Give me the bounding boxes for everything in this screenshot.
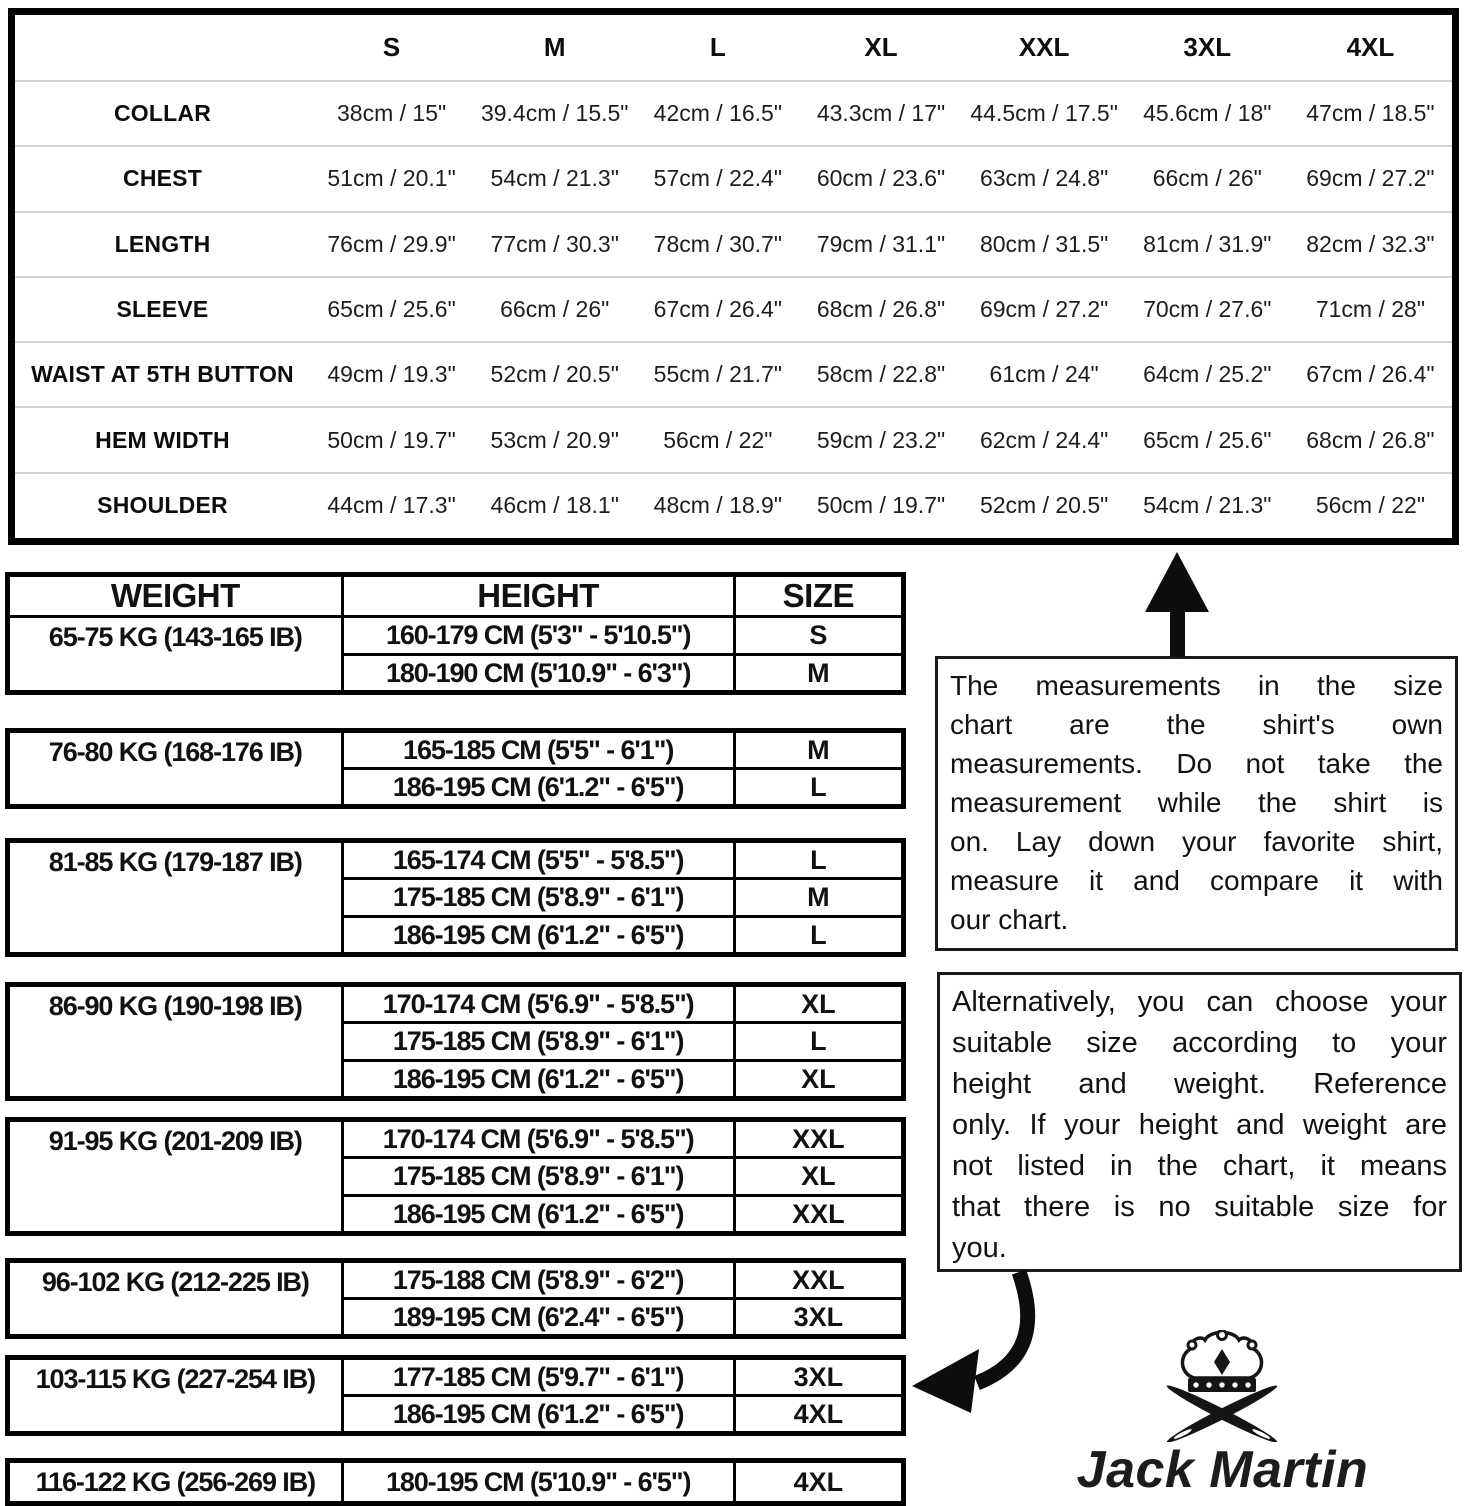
height-cell: 175-185 CM (5'8.9" - 6'1") — [342, 1023, 734, 1061]
weight-cell: 86-90 KG (190-198 IB) — [8, 985, 343, 1099]
size-cell: M — [734, 879, 903, 917]
note-line: measure it and compare it with — [950, 865, 1443, 896]
measurement-value: 57cm / 22.4" — [636, 146, 799, 211]
note-line: not listed in the chart, it means — [952, 1150, 1447, 1182]
brand-logo — [1040, 1330, 1405, 1500]
fit-table-group-3 — [5, 838, 906, 957]
fit-table-group-7 — [5, 1355, 906, 1436]
measurement-value: 66cm / 26" — [473, 277, 636, 342]
size-chart-header-row — [15, 15, 1452, 81]
size-cell: XXL — [734, 1120, 903, 1158]
weight-cell: 116-122 KG (256-269 IB) — [8, 1461, 343, 1504]
measurement-value: 46cm / 18.1" — [473, 473, 636, 538]
measurement-value: 59cm / 23.2" — [799, 407, 962, 472]
fit-row — [8, 731, 904, 769]
size-column-header: S — [382, 32, 401, 62]
height-cell: 177-185 CM (5'9.7" - 6'1") — [342, 1358, 734, 1396]
size-cell: XL — [734, 985, 903, 1023]
measurement-value: 42cm / 16.5" — [636, 81, 799, 146]
size-chart-row — [15, 342, 1452, 407]
measurement-value: 63cm / 24.8" — [963, 146, 1126, 211]
weight-cell: 103-115 KG (227-254 IB) — [8, 1358, 343, 1434]
fit-table-group-6 — [5, 1258, 906, 1339]
fit-table-group-5 — [5, 1117, 906, 1236]
measurement-value: 50cm / 19.7" — [799, 473, 962, 538]
size-chart-row — [15, 81, 1452, 146]
fit-table-group-1 — [5, 572, 906, 695]
measurement-value: 55cm / 21.7" — [636, 342, 799, 407]
note-line: height and weight. Reference — [952, 1068, 1447, 1100]
note-line: chart are the shirt's own — [950, 709, 1443, 740]
measurement-value: 71cm / 28" — [1289, 277, 1452, 342]
fit-table-group-4 — [5, 982, 906, 1101]
note-line: measurements. Do not take the — [950, 748, 1443, 779]
weight-cell: 76-80 KG (168-176 IB) — [8, 731, 343, 807]
measurement-value: 52cm / 20.5" — [473, 342, 636, 407]
measurement-value: 65cm / 25.6" — [310, 277, 473, 342]
fit-row — [8, 1461, 904, 1504]
measurement-value: 45.6cm / 18" — [1126, 81, 1289, 146]
note-line: only. If your height and weight are — [952, 1109, 1447, 1141]
measurement-label: HEM WIDTH — [15, 407, 310, 472]
fit-row — [8, 1261, 904, 1299]
height-cell: 186-195 CM (6'1.2" - 6'5") — [342, 917, 734, 955]
weight-cell: 65-75 KG (143-165 IB) — [8, 617, 343, 693]
measurement-value: 76cm / 29.9" — [310, 212, 473, 277]
height-cell: 186-195 CM (6'1.2" - 6'5") — [342, 1061, 734, 1099]
measurement-value: 67cm / 26.4" — [636, 277, 799, 342]
height-cell: 189-195 CM (6'2.4" - 6'5") — [342, 1299, 734, 1337]
curved-arrow-icon — [912, 1272, 1028, 1413]
size-cell: 3XL — [734, 1358, 903, 1396]
fit-guide-header-weight: WEIGHT — [8, 575, 343, 617]
note-line: The measurements in the size — [950, 670, 1443, 701]
size-column-header: 4XL — [1346, 32, 1395, 62]
height-cell: 170-174 CM (5'6.9" - 5'8.5") — [342, 985, 734, 1023]
measurement-value: 61cm / 24" — [963, 342, 1126, 407]
measurement-value: 60cm / 23.6" — [799, 146, 962, 211]
measurement-value: 53cm / 20.9" — [473, 407, 636, 472]
size-chart-body — [15, 81, 1452, 538]
size-chart-row — [15, 146, 1452, 211]
measurement-value: 65cm / 25.6" — [1126, 407, 1289, 472]
measurement-label: LENGTH — [15, 212, 310, 277]
measurement-value: 49cm / 19.3" — [310, 342, 473, 407]
height-cell: 180-195 CM (5'10.9" - 6'5") — [342, 1461, 734, 1504]
measurement-value: 48cm / 18.9" — [636, 473, 799, 538]
size-chart — [8, 8, 1459, 545]
size-chart-row — [15, 407, 1452, 472]
size-cell: XL — [734, 1061, 903, 1099]
fit-table-group-2 — [5, 728, 906, 809]
size-column-header: M — [543, 32, 566, 62]
size-chart-row — [15, 212, 1452, 277]
measurement-value: 64cm / 25.2" — [1126, 342, 1289, 407]
measurement-value: 67cm / 26.4" — [1289, 342, 1452, 407]
measurement-value: 50cm / 19.7" — [310, 407, 473, 472]
measurement-value: 78cm / 30.7" — [636, 212, 799, 277]
measurement-value: 54cm / 21.3" — [473, 146, 636, 211]
size-column-header: XL — [864, 32, 898, 62]
measurement-value: 66cm / 26" — [1126, 146, 1289, 211]
measurement-value: 58cm / 22.8" — [799, 342, 962, 407]
size-chart-corner — [15, 15, 310, 81]
size-cell: S — [734, 617, 903, 655]
height-cell: 186-195 CM (6'1.2" - 6'5") — [342, 769, 734, 807]
size-chart-table — [15, 15, 1452, 538]
size-cell: M — [734, 655, 903, 693]
brand-name: Jack Martin — [1076, 1441, 1369, 1499]
note-line: on. Lay down your favorite shirt, — [950, 826, 1443, 857]
height-cell: 180-190 CM (5'10.9" - 6'3") — [342, 655, 734, 693]
measurement-value: 62cm / 24.4" — [963, 407, 1126, 472]
measurement-value: 38cm / 15" — [310, 81, 473, 146]
measurement-value: 82cm / 32.3" — [1289, 212, 1452, 277]
measurement-label: WAIST AT 5TH BUTTON — [15, 342, 310, 407]
size-cell: 4XL — [734, 1461, 903, 1504]
size-cell: 3XL — [734, 1299, 903, 1337]
size-cell: 4XL — [734, 1396, 903, 1434]
fit-guide-header-row — [8, 575, 904, 617]
measurement-value: 70cm / 27.6" — [1126, 277, 1289, 342]
fit-row — [8, 617, 904, 655]
size-cell: L — [734, 917, 903, 955]
note-line: measurement while the shirt is — [950, 787, 1443, 818]
note-line: you. — [952, 1232, 1007, 1264]
size-column-header: XXL — [1018, 32, 1070, 62]
measurement-value: 69cm / 27.2" — [1289, 146, 1452, 211]
height-cell: 175-188 CM (5'8.9" - 6'2") — [342, 1261, 734, 1299]
measurement-value: 56cm / 22" — [1289, 473, 1452, 538]
note-line: suitable size according to your — [952, 1027, 1447, 1059]
height-cell: 175-185 CM (5'8.9" - 6'1") — [342, 879, 734, 917]
fit-row — [8, 985, 904, 1023]
fit-table-group-8 — [5, 1458, 906, 1506]
size-chart-row — [15, 277, 1452, 342]
measurement-value: 68cm / 26.8" — [799, 277, 962, 342]
measurement-value: 68cm / 26.8" — [1289, 407, 1452, 472]
fit-guide-header-height: HEIGHT — [342, 575, 734, 617]
measurement-label: CHEST — [15, 146, 310, 211]
size-cell: M — [734, 731, 903, 769]
size-column-header: 3XL — [1183, 32, 1232, 62]
note-measure-box — [935, 656, 1458, 951]
height-cell: 186-195 CM (6'1.2" - 6'5") — [342, 1396, 734, 1434]
crown-icon — [1182, 1331, 1261, 1393]
up-arrow-icon — [1145, 552, 1209, 657]
size-cell: XXL — [734, 1261, 903, 1299]
measurement-label: SHOULDER — [15, 473, 310, 538]
weight-cell: 81-85 KG (179-187 IB) — [8, 841, 343, 955]
size-cell: XL — [734, 1158, 903, 1196]
height-cell: 165-185 CM (5'5" - 6'1") — [342, 731, 734, 769]
measurement-value: 44cm / 17.3" — [310, 473, 473, 538]
measurement-value: 47cm / 18.5" — [1289, 81, 1452, 146]
weight-cell: 96-102 KG (212-225 IB) — [8, 1261, 343, 1337]
measurement-value: 51cm / 20.1" — [310, 146, 473, 211]
size-chart-header — [15, 15, 1452, 81]
measurement-value: 43.3cm / 17" — [799, 81, 962, 146]
height-cell: 170-174 CM (5'6.9" - 5'8.5") — [342, 1120, 734, 1158]
measurement-value: 79cm / 31.1" — [799, 212, 962, 277]
measurement-value: 56cm / 22" — [636, 407, 799, 472]
size-cell: L — [734, 841, 903, 879]
height-cell: 175-185 CM (5'8.9" - 6'1") — [342, 1158, 734, 1196]
brand-logo-icon — [1137, 1330, 1309, 1442]
fit-row — [8, 841, 904, 879]
measurement-value: 54cm / 21.3" — [1126, 473, 1289, 538]
measurement-value: 44.5cm / 17.5" — [963, 81, 1126, 146]
note-line: that there is no suitable size for — [952, 1191, 1447, 1223]
measurement-value: 81cm / 31.9" — [1126, 212, 1289, 277]
fit-row — [8, 1358, 904, 1396]
size-cell: L — [734, 769, 903, 807]
height-cell: 165-174 CM (5'5" - 5'8.5") — [342, 841, 734, 879]
measurement-value: 77cm / 30.3" — [473, 212, 636, 277]
size-cell: L — [734, 1023, 903, 1061]
size-column-header: L — [709, 32, 726, 62]
height-cell: 160-179 CM (5'3" - 5'10.5") — [342, 617, 734, 655]
measurement-value: 80cm / 31.5" — [963, 212, 1126, 277]
height-cell: 186-195 CM (6'1.2" - 6'5") — [342, 1196, 734, 1234]
fit-row — [8, 1120, 904, 1158]
measurement-value: 39.4cm / 15.5" — [473, 81, 636, 146]
measurement-label: COLLAR — [15, 81, 310, 146]
size-chart-row — [15, 473, 1452, 538]
weight-cell: 91-95 KG (201-209 IB) — [8, 1120, 343, 1234]
measurement-value: 52cm / 20.5" — [963, 473, 1126, 538]
note-line: Alternatively, you can choose your — [952, 986, 1447, 1018]
size-cell: XXL — [734, 1196, 903, 1234]
note-alternative-box — [937, 972, 1462, 1272]
measurement-value: 69cm / 27.2" — [963, 277, 1126, 342]
measurement-label: SLEEVE — [15, 277, 310, 342]
fit-guide-header-size: SIZE — [734, 575, 903, 617]
note-line: our chart. — [950, 904, 1069, 935]
